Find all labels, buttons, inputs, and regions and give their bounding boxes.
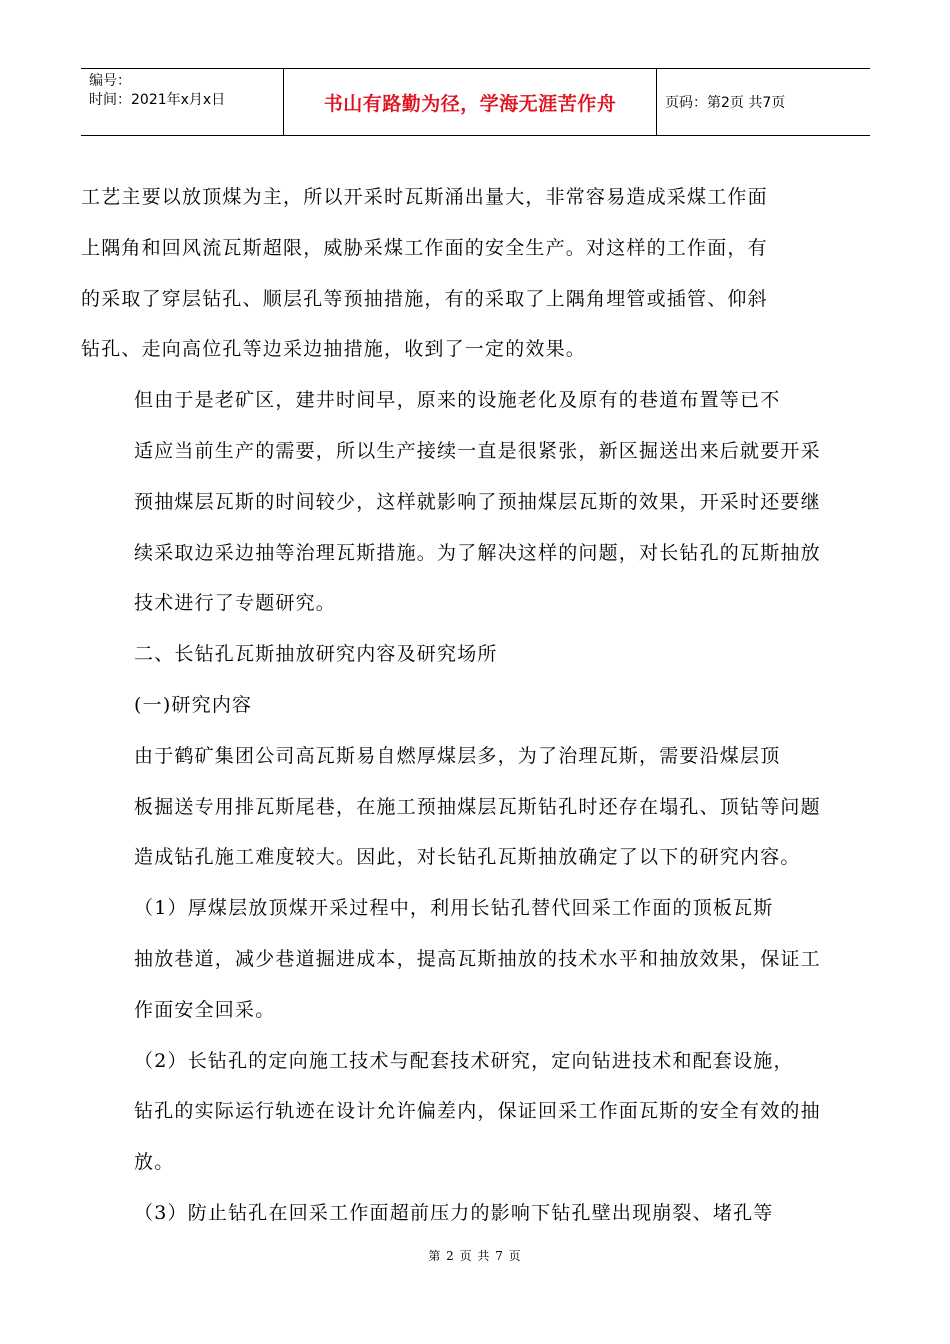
header-meta xyxy=(81,69,283,135)
paragraph-line: 的采取了穿层钻孔、顺层孔等预抽措施，有的采取了上隅角埋管或插管、仰斜 xyxy=(81,287,768,310)
paragraph xyxy=(81,172,871,375)
paragraph-line: 技术进行了专题研究。 xyxy=(134,592,337,615)
paragraph-line: 工艺主要以放顶煤为主，所以开采时瓦斯涌出量大，非常容易造成采煤工作面 xyxy=(81,186,768,208)
paragraph-line: 适应当前生产的需要，所以生产接续一直是很紧张，新区掘送出来后就要开采 xyxy=(134,439,821,462)
page-footer: 第 2 页 共 7 页 xyxy=(428,1249,522,1263)
paragraph-line: 放。 xyxy=(134,1151,175,1174)
paragraph xyxy=(81,680,871,731)
paragraph xyxy=(81,629,871,680)
paragraph-line: （2）长钻孔的定向施工技术与配套技术研究，定向钻进技术和配套设施， xyxy=(134,1049,794,1072)
paragraph-line: 上隅角和回风流瓦斯超限，威胁采煤工作面的安全生产。对这样的工作面，有 xyxy=(81,236,768,259)
paragraph-line: 造成钻孔施工难度较大。因此，对长钻孔瓦斯抽放确定了以下的研究内容。 xyxy=(134,846,801,869)
paragraph xyxy=(81,1036,871,1188)
paragraph-line: (一)研究内容 xyxy=(134,693,253,716)
document-body xyxy=(81,172,871,1239)
paragraph xyxy=(81,883,871,1035)
paragraph xyxy=(81,375,871,629)
paragraph-line: 作面安全回采。 xyxy=(134,998,276,1021)
paragraph-line: （1）厚煤层放顶煤开采过程中，利用长钻孔替代回采工作面的顶板瓦斯 xyxy=(134,897,774,920)
paragraph xyxy=(81,731,871,883)
paragraph-line: 钻孔、走向高位孔等边采边抽措施，收到了一定的效果。 xyxy=(81,338,587,361)
paragraph-line: 抽放巷道，减少巷道掘进成本，提高瓦斯抽放的技术水平和抽放效果，保证工 xyxy=(134,947,821,970)
paragraph-line: 钻孔的实际运行轨迹在设计允许偏差内，保证回采工作面瓦斯的安全有效的抽 xyxy=(134,1100,821,1123)
header-page-code: 页码：第2页 共7页 xyxy=(665,95,786,111)
paragraph-line: 板掘送专用排瓦斯尾巷，在施工预抽煤层瓦斯钻孔时还存在塌孔、顶钻等问题 xyxy=(134,795,821,818)
number-label: 编号： xyxy=(89,73,131,89)
paragraph-line: 但由于是老矿区，建井时间早，原来的设施老化及原有的巷道布置等已不 xyxy=(134,389,781,412)
paragraph-line: （3）防止钻孔在回采工作面超前压力的影响下钻孔壁出现崩裂、堵孔等 xyxy=(134,1201,774,1224)
paragraph-line: 由于鹤矿集团公司高瓦斯易自燃厚煤层多，为了治理瓦斯，需要沿煤层顶 xyxy=(134,744,781,767)
paragraph xyxy=(81,1188,871,1239)
paragraph-line: 续采取边采边抽等治理瓦斯措施。为了解决这样的问题，对长钻孔的瓦斯抽放 xyxy=(134,541,821,564)
paragraph-line: 预抽煤层瓦斯的时间较少，这样就影响了预抽煤层瓦斯的效果，开采时还要继 xyxy=(134,490,821,513)
date-label: 时间：2021年x月x日 xyxy=(89,92,226,108)
header-motto: 书山有路勤为径，学海无涯苦作舟 xyxy=(283,69,657,135)
page-header xyxy=(81,68,870,136)
paragraph-line: 二、长钻孔瓦斯抽放研究内容及研究场所 xyxy=(134,643,498,666)
